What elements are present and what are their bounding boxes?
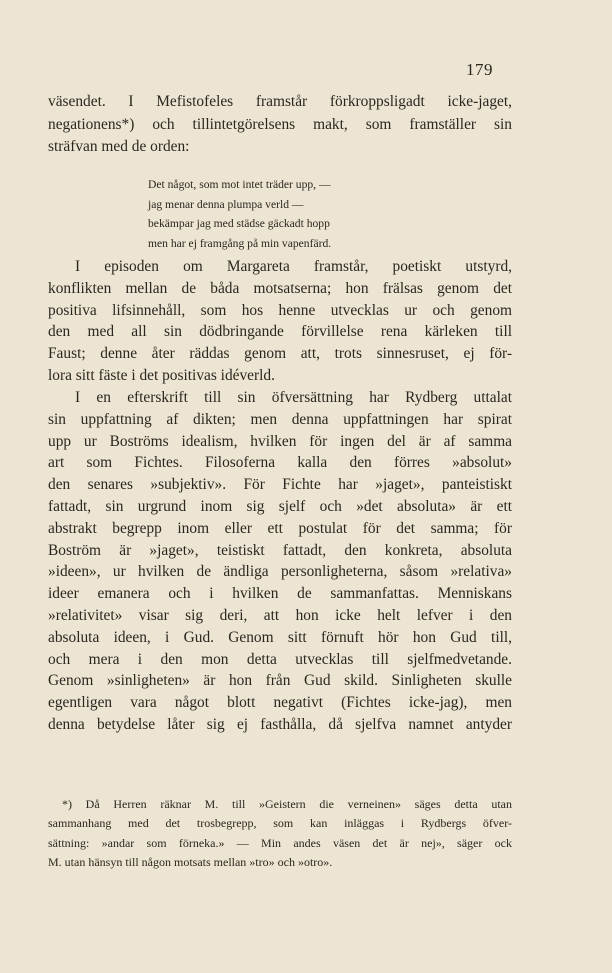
text-line: den med all sin dödbringande förvillelse rena kärleken till — [48, 323, 512, 341]
verse-line: bekämpar jag med städse gäckadt hopp — [148, 217, 330, 230]
text-line: I episoden om Margareta framstår, poetiskt utstyrd, — [75, 258, 512, 275]
verse-line: Det något, som mot intet träder upp, — — [148, 178, 331, 191]
text-line: ideer emanera och i hvilken de sammanfattas. Menniskans — [48, 585, 512, 603]
footnote-line: sättning: »andar som förneka.» — Min andes väsen det är nej», säger ock — [48, 835, 512, 850]
page-number: 179 — [466, 60, 493, 79]
text-line: konflikten mellan de båda motsatserna; hon frälsas genom det — [48, 279, 512, 297]
text-line: »ideen», ur hvilken de ändliga personligheterna, såsom »relativa» — [48, 563, 512, 581]
footnote-line: sammanhang med det trosbegrepp, som kan inläggas i Rydbergs öfver- — [48, 816, 512, 831]
text-line: abstrakt begrepp inom eller ett postulat för det samma; för — [48, 519, 512, 537]
text-line: upp ur Boströms idealism, hvilken för ingen del är af samma — [48, 432, 512, 450]
text-line: Genom »sinligheten» är hon från Gud skild. Sinligheten skulle — [48, 672, 512, 690]
text-line: sträfvan med de orden: — [48, 138, 190, 155]
text-line: sin uppfattning af dikten; men denna uppfattningen har spirat — [48, 410, 512, 428]
text-line: väsendet. I Mefistofeles framstår förkroppsligadt icke-jaget, — [48, 93, 512, 110]
footnote-line: *) Då Herren räknar M. till »Geistern die verneinen» säges detta utan — [62, 797, 512, 811]
verse-quotation — [148, 175, 448, 253]
text-line: fattadt, sin urgrund inom sig sjelf och »det absoluta» är ett — [48, 497, 512, 515]
text-line: och mera i den mon detta utvecklas till sjelfmedvetande. — [48, 650, 512, 668]
verse-line: men har ej framgång på min vapenfärd. — [148, 236, 332, 250]
footnote — [48, 795, 512, 872]
verse-line: jag menar denna plumpa verld — — [148, 197, 304, 211]
text-line: negationens*) och tillintetgörelsens makt, som framställer sin — [48, 115, 512, 133]
main-text — [48, 256, 512, 736]
footnote-line: M. utan hänsyn till någon motsats mellan »tro» och »otro». — [48, 854, 333, 869]
text-line: »relativitet» visar sig deri, att hon icke helt lefver i den — [48, 607, 512, 624]
text-line: positiva lifsinnehåll, som hos henne utvecklas ur och genom — [48, 301, 512, 319]
text-line: Faust; denne åter räddas genom att, trots sinnesruset, ej för- — [48, 345, 512, 363]
text-line: egentligen vara något blott negativt (Fichtes icke-jag), men — [48, 694, 512, 712]
opening-paragraph — [48, 91, 512, 159]
text-line: I en efterskrift till sin öfversättning har Rydberg uttalat — [75, 388, 512, 406]
text-line: absoluta ideen, i Gud. Genom sitt förnuft hör hon Gud till, — [48, 628, 512, 646]
text-line: art som Fichtes. Filosoferna kalla den förres »absolut» — [48, 454, 512, 472]
text-line: Boström är »jaget», teistiskt fattadt, den konkreta, absoluta — [48, 541, 512, 559]
text-line: den senares »subjektiv». För Fichte har »jaget», panteistiskt — [48, 476, 512, 494]
text-line: lora sitt fäste i det positivas idéverld. — [48, 367, 275, 385]
text-line: denna betydelse låter sig ej fasthålla, då sjelfva namnet antyder — [48, 716, 512, 734]
